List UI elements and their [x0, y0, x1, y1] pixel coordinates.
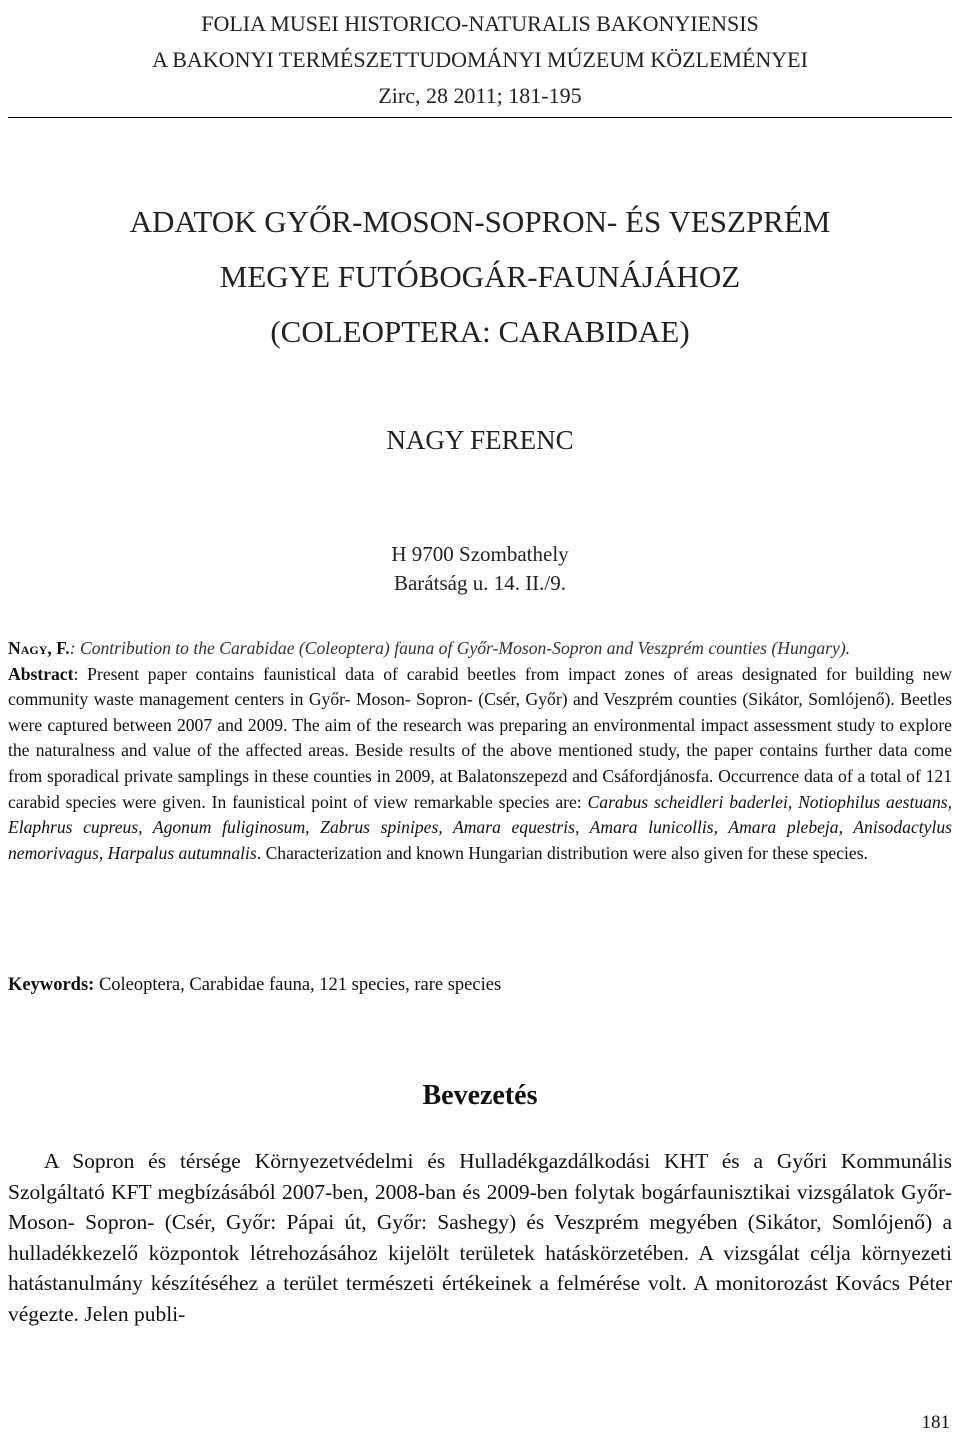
abstract-paragraph: [8, 662, 952, 867]
title-line-1: ADATOK GYŐR-MOSON-SOPRON- ÉS VESZPRÉM: [129, 204, 831, 239]
keywords-text: Coleoptera, Carabidae fauna, 121 species, rare species: [94, 975, 502, 995]
abstract-label: Abstract: [8, 663, 74, 684]
abstract-species-list: Carabus scheidleri baderlei, Notiophilus aestuans, Elaphrus cupreus, Agonum fuliginosum, Zabrus spinipes, Amara equestris, Amara lunicollis, Amara plebeja, Anisodactylus nemorivagus, Harpalus autumnalis: [8, 791, 952, 863]
abstract-block: [8, 636, 952, 866]
address-line-1: H 9700 Szombathely: [391, 542, 569, 566]
journal-name-latin: FOLIA MUSEI HISTORICO-NATURALIS BAKONYIENSIS: [201, 11, 759, 36]
journal-name-hungarian: A BAKONYI TERMÉSZETTUDOMÁNYI MÚZEUM KÖZLEMÉNYEI: [152, 47, 808, 72]
citation-author: Nagy, F.: [8, 638, 70, 658]
keywords-label: Keywords:: [8, 975, 95, 995]
abstract-text-part-2: . Characterization and known Hungarian distribution were also given for these species.: [256, 842, 868, 863]
author-name: NAGY FERENC: [386, 425, 574, 455]
title-line-2: MEGYE FUTÓBOGÁR-FAUNÁJÁHOZ: [219, 259, 741, 294]
journal-volume-pages: Zirc, 28 2011; 181-195: [378, 83, 582, 108]
abstract-text-part-1: : Present paper contains faunistical data of carabid beetles from impact zones of areas designated for building new community waste management centers in Győr- Moson- Sopron- (Csér, Győr) and Veszprém counties (Sikátor, Somlójenő). Beetles were captured between 2007 and 2009. The aim of the research was preparing an environmental impact assessment study to explore the naturalness and value of the affected areas. Beside results of the above mentioned study, the paper contains further data come from sporadical private samplings in these counties in 2009, at Balatonszepezd and Csáfordjánosfa. Occurrence data of a total of 121 carabid species were given. In faunistical point of view remarkable species are:: [8, 663, 952, 812]
introduction-paragraph: A Sopron és térsége Környezetvédelmi és Hulladékgazdálkodási KHT és a Győri Kommunális Szolgáltató KFT megbízásából 2007-ben, 2008-ban és 2009-ben folytak bogárfaunisztikai vizsgálatok Győr- Moson- Sopron- (Csér, Győr: Pápai út, Győr: Sashegy) és Veszprém megyében (Sikátor, Somlójenő) a hulladékkezelő központok létrehozásához kijelölt területek hatáskörzetében. A vizsgálat célja környezeti hatástanulmány készítéséhez a terület természeti értékeinek a felmérése volt. A monitorozást Kovács Péter végezte. Jelen publi-: [8, 1149, 952, 1326]
english-citation: [8, 636, 952, 662]
author-address: [0, 540, 960, 598]
journal-header: [0, 6, 960, 114]
citation-text: : Contribution to the Carabidae (Coleoptera) fauna of Győr-Moson-Sopron and Veszprém counties (Hungary).: [69, 638, 851, 658]
address-line-2: Barátság u. 14. II./9.: [393, 571, 567, 595]
title-line-3: (COLEOPTERA: CARABIDAE): [270, 314, 690, 349]
section-heading-introduction: Bevezetés: [422, 1080, 538, 1111]
page-number: 181: [921, 1412, 950, 1433]
header-divider: [8, 117, 952, 118]
keywords-line: [8, 972, 952, 998]
paper-title: [0, 194, 960, 359]
